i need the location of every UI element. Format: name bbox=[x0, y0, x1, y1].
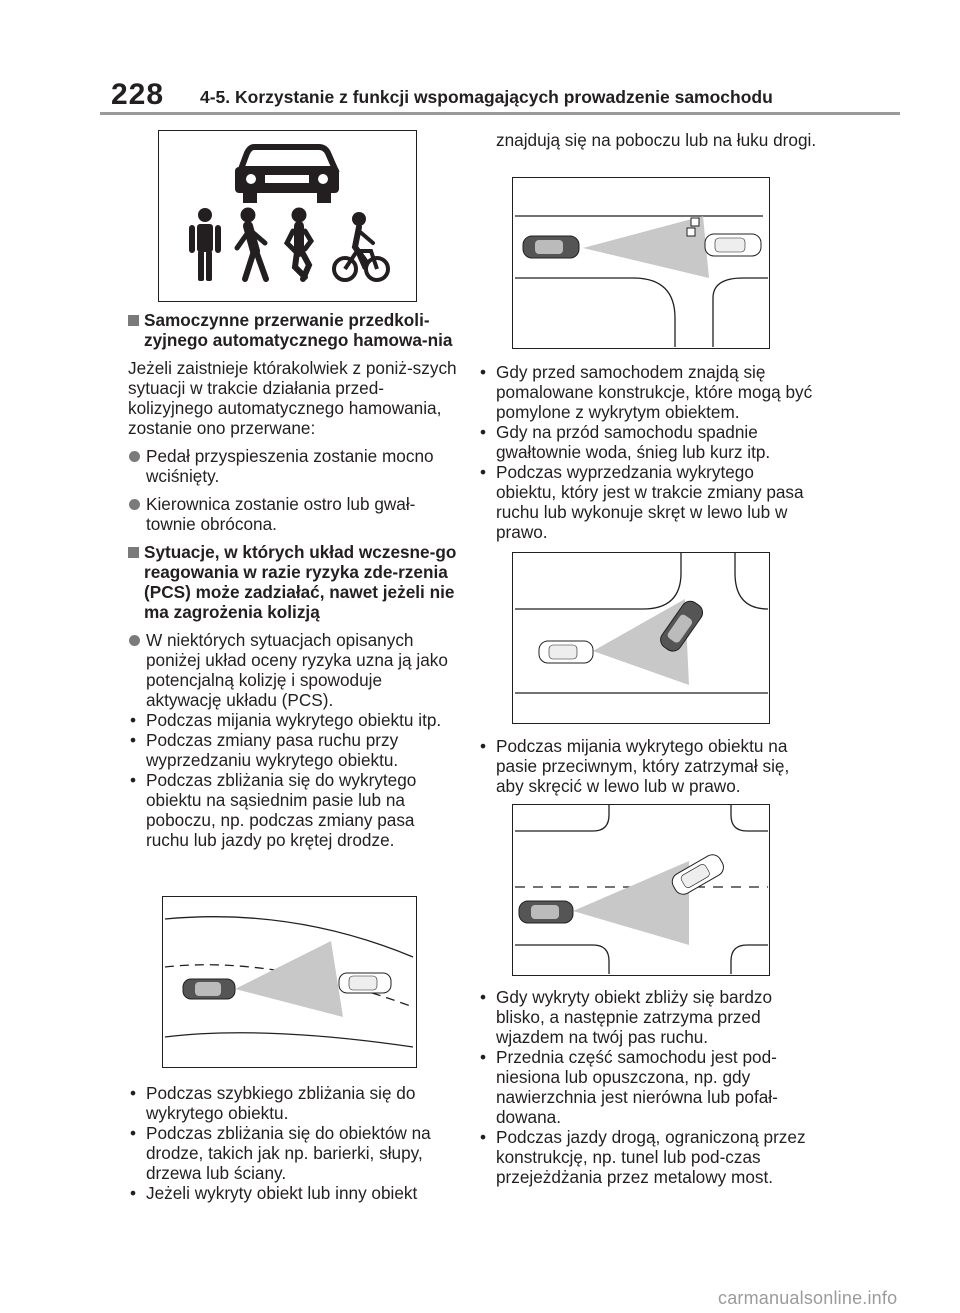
bullet-list-right-3 bbox=[478, 987, 818, 1187]
list-item: • Przednia część samochodu jest pod-niesiona lub opuszczona, np. gdy nawierzchnia jest nierówna lub pofał-dowana. bbox=[478, 1047, 818, 1127]
bullet-list-left-1 bbox=[128, 710, 458, 850]
bullet-list-right-1 bbox=[478, 362, 818, 542]
page-number: 228 bbox=[111, 78, 165, 111]
ego-car-icon bbox=[523, 236, 579, 258]
list-item: • Gdy wykryty obiekt zbliży się bardzo blisko, a następnie zatrzyma przed wjazdem na twój pas ruchu. bbox=[478, 987, 818, 1047]
list-item: • Gdy przed samochodem znajdą się pomalowane konstrukcje, które mogą być pomylone z wykrytym obiektem. bbox=[478, 362, 818, 422]
watermark: carmanualsonline.info bbox=[718, 1288, 898, 1308]
car-front-icon bbox=[235, 147, 339, 203]
intro-paragraph: Jeżeli zaistnieje którakolwiek z poniż-szych sytuacji w trakcie działania przed-kolizyjnego automatycznego hamowania, zostanie ono przerwane: bbox=[128, 358, 457, 438]
ego-car-icon bbox=[183, 979, 235, 999]
right-column-bottom bbox=[478, 987, 818, 1197]
list-item: • Podczas mijania wykrytego obiektu na pasie przeciwnym, który zatrzymał się, aby skręcić w lewo lub w prawo. bbox=[478, 736, 818, 796]
target-car-icon bbox=[705, 234, 761, 256]
list-item: • Podczas wyprzedzania wykrytego obiektu, który jest w trakcie zmiany pasa ruchu lub wykonuje skręt w lewo lub w prawo. bbox=[478, 462, 818, 542]
dot-item-steering: Kierownica zostanie ostro lub gwał-townie obrócona. bbox=[128, 494, 458, 534]
figure-opposite-lane bbox=[512, 804, 770, 976]
figure-intersection-turn bbox=[512, 552, 770, 724]
right-column-lower bbox=[478, 736, 818, 806]
list-item: • Podczas zbliżania się do wykrytego obiektu na sąsiednim pasie lub na poboczu, np. podczas zmiany pasa ruchu lub jazdy po krętej drodze. bbox=[128, 770, 458, 850]
list-item: • Podczas zmiany pasa ruchu przy wyprzedzaniu wykrytego obiektu. bbox=[128, 730, 458, 770]
figure-detectable-objects bbox=[158, 130, 417, 302]
list-item: • Gdy na przód samochodu spadnie gwałtownie woda, śnieg lub kurz itp. bbox=[478, 422, 818, 462]
dot-item-pcs-note: W niektórych sytuacjach opisanych poniżej układ oceny ryzyka uzna ją jako potencjalną kolizję i spowoduje aktywację układu (PCS). bbox=[128, 630, 458, 710]
heading-pcs-situations: Sytuacje, w których układ wczesne-go reagowania w razie ryzyka zde-rzenia (PCS) może zadziałać, nawet jeżeli nie ma zagrożenia kolizją bbox=[128, 542, 458, 622]
bullet-list-right-2 bbox=[478, 736, 818, 796]
figure-road-corner bbox=[512, 177, 770, 349]
heading-auto-brake-cancel: Samoczynne przerwanie przedkoli-zyjnego automatycznego hamowa-nia bbox=[128, 310, 458, 350]
continued-text: znajdują się na poboczu lub na łuku drogi. bbox=[496, 130, 817, 150]
right-column-top bbox=[478, 130, 818, 158]
left-column bbox=[128, 310, 458, 860]
pedestrian-running-icon bbox=[287, 208, 311, 279]
right-column-middle bbox=[478, 362, 818, 552]
list-item: • Jeżeli wykryty obiekt lub inny obiekt bbox=[128, 1183, 458, 1203]
target-car-icon bbox=[339, 973, 391, 993]
left-column-bottom bbox=[128, 1083, 458, 1213]
pedestrian-walking-icon bbox=[237, 208, 266, 279]
header-rule bbox=[100, 112, 900, 115]
list-item: • Podczas mijania wykrytego obiektu itp. bbox=[128, 710, 458, 730]
bullet-list-left-2 bbox=[128, 1083, 458, 1203]
section-title: 4-5. Korzystanie z funkcji wspomagających prowadzenie samochodu bbox=[200, 87, 773, 107]
dot-item-accelerator: Pedał przyspieszenia zostanie mocno wciśnięty. bbox=[128, 446, 458, 486]
target-car-icon bbox=[669, 851, 727, 897]
ego-car-icon bbox=[519, 901, 573, 923]
cyclist-icon bbox=[334, 212, 388, 280]
list-item: • Podczas jazdy drogą, ograniczoną przez konstrukcję, np. tunel lub pod-czas przejeżdżania przez metalowy most. bbox=[478, 1127, 818, 1187]
list-item: • Podczas zbliżania się do obiektów na drodze, takich jak np. barierki, słupy, drzewa lub ściany. bbox=[128, 1123, 458, 1183]
figure-curved-road bbox=[162, 896, 417, 1068]
list-item: • Podczas szybkiego zbliżania się do wykrytego obiektu. bbox=[128, 1083, 458, 1123]
ego-car-icon bbox=[539, 641, 593, 663]
pedestrian-standing-icon bbox=[189, 208, 221, 281]
